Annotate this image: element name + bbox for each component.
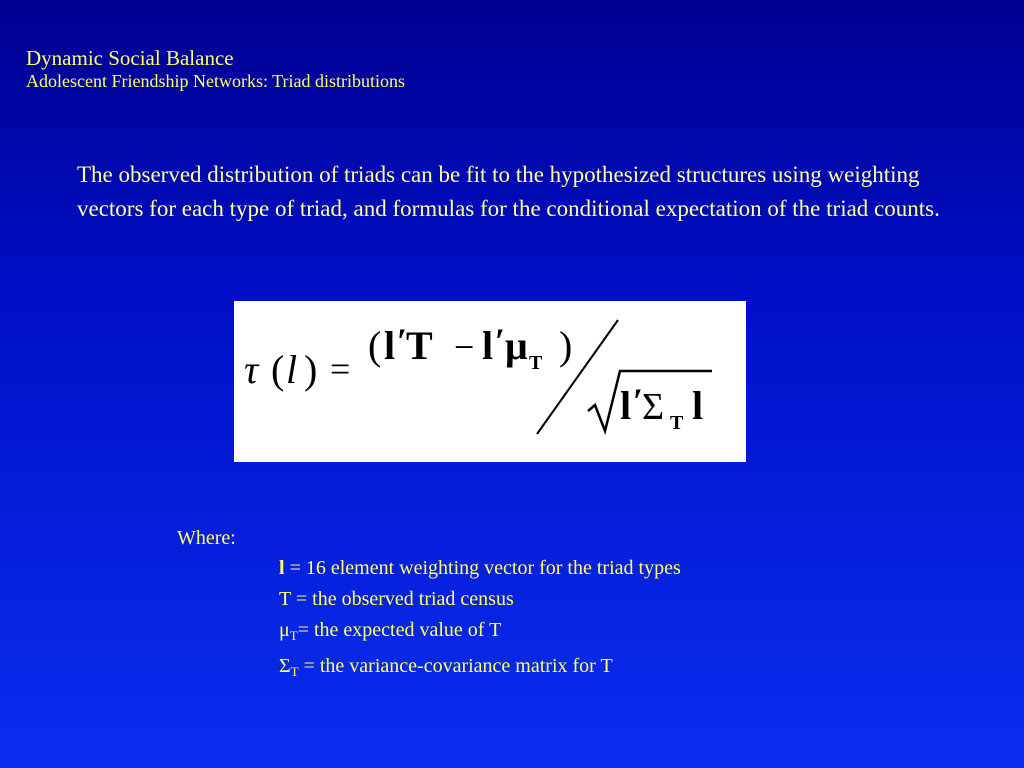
definition-subscript: T — [290, 664, 299, 679]
definition-symbol: μ — [279, 619, 290, 641]
formula-image — [234, 301, 746, 462]
definition-subscript: T — [289, 628, 298, 643]
definition-text: = the observed triad census — [290, 588, 514, 610]
formula-num-minus: − — [454, 327, 475, 367]
formula-num-l2: l — [482, 323, 494, 368]
formula-num-mu: μ — [505, 323, 528, 368]
definition-text: = the variance-covariance matrix for T — [298, 655, 613, 677]
formula-num-mu-sub: T — [529, 352, 543, 374]
formula-lhs-close: ) — [304, 347, 318, 392]
formula-num-close: ) — [559, 323, 573, 368]
formula-num-prime2: ′ — [495, 321, 506, 361]
formula-tau: τ — [244, 347, 259, 392]
formula-den-l1: l — [620, 383, 632, 428]
definition-symbol: T — [279, 588, 291, 610]
formula-num-T: T — [406, 323, 433, 368]
formula-lhs-open: ( — [271, 347, 285, 392]
definition-symbol: l — [279, 557, 285, 579]
formula-equals: = — [330, 349, 351, 389]
body-paragraph: The observed distribution of triads can be fit to the hypothesized structures using weighting vectors for each type of triad, and formulas for the conditional expectation of the triad counts. — [77, 162, 940, 221]
where-label: Where: — [177, 527, 236, 549]
formula-lhs-var: l — [286, 347, 298, 392]
definition-mu — [279, 615, 681, 651]
formula-box — [234, 301, 746, 462]
formula-num-open: ( — [368, 323, 382, 368]
formula-num-l1: l — [384, 323, 396, 368]
formula-den-sigma-sub: T — [670, 412, 684, 434]
formula-den-prime: ′ — [633, 381, 644, 421]
slide-header — [26, 46, 405, 92]
definitions-list — [279, 553, 681, 687]
definition-l — [279, 553, 681, 584]
slide-title: Dynamic Social Balance — [26, 46, 234, 70]
formula-den-l2: l — [692, 383, 704, 428]
formula-fraction-slash — [537, 320, 618, 434]
definition-text: = the expected value of T — [297, 619, 502, 641]
formula-num-prime1: ′ — [397, 321, 408, 361]
slide-subtitle: Adolescent Friendship Networks: Triad distributions — [26, 71, 405, 91]
formula-den-sigma: Σ — [642, 386, 665, 428]
definition-sigma — [279, 651, 681, 687]
definition-text: = 16 element weighting vector for the triad types — [284, 557, 681, 579]
definition-T — [279, 584, 681, 615]
definition-symbol: Σ — [279, 655, 291, 677]
